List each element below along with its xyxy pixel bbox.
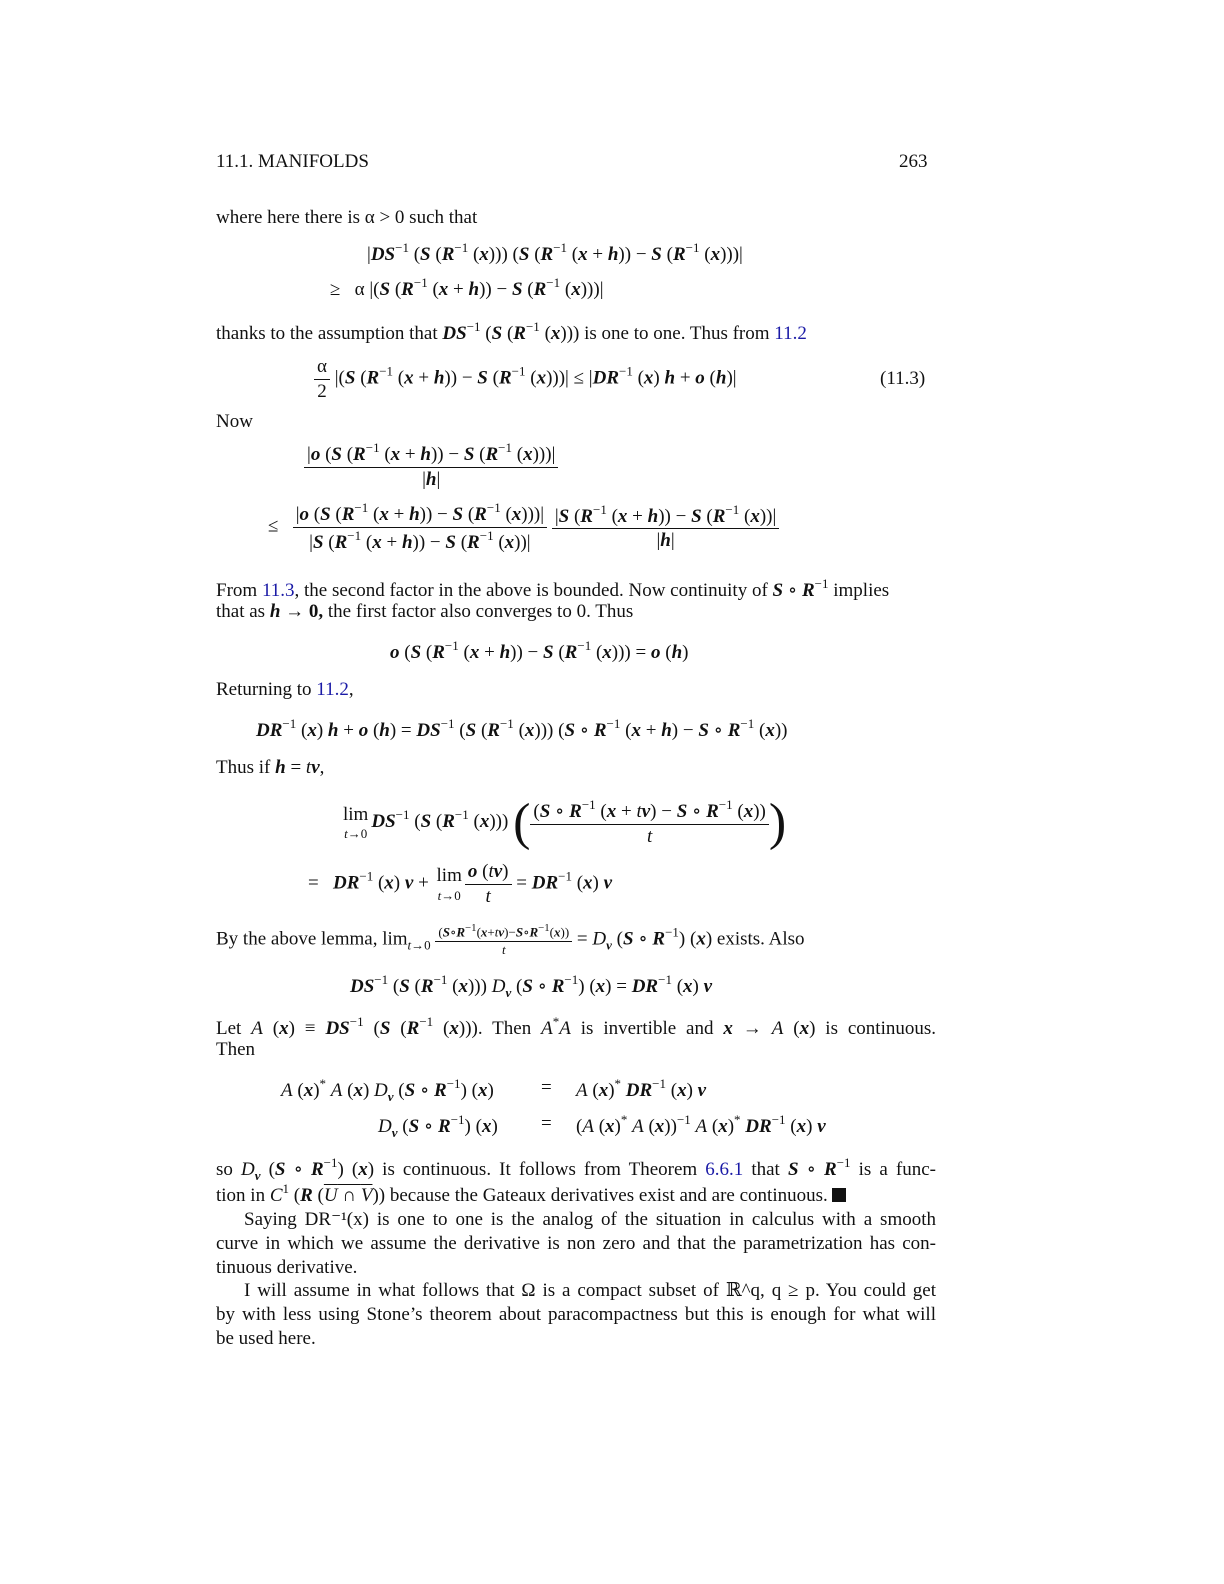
text-segment: that [743,1159,788,1180]
display-equation: A (x)* $DR^{-1}$ (x) v [576,1076,707,1101]
equals-sign: = [541,1113,552,1134]
text-line: by with less using Stone’s theorem about paracompactness but this is enough for what will [216,1304,936,1325]
text-line: I will assume in what follows that Ω is a compact subset of ℝ^q, q ≥ p. You could get [244,1280,936,1301]
text-line: so $D_v$ (S ∘ $R^{-1}$) (x) is continuous. It follows from Theorem 6.6.1 that S ∘ $R^{-1}$ is a func- [216,1155,936,1183]
reference-link[interactable]: 11.2 [774,323,807,344]
text-line: thanks to the assumption that $DS^{-1}$ (S ($R^{-1}$ (x))) is one to one. Thus from 11.2 [216,319,807,344]
text-line: tion in $C^1$ (R (U ∩ V)) because the Gateaux derivatives exist and are continuous. [216,1181,936,1208]
text-line: By the above lemma, $\lim_{t\to 0}$ $\frac{(S\circ R^{-1}(x+tv)-S\circ R^{-1}(x))}{t}$ = $D_v$ (S ∘ $R^{-1}$) (x) exists. Also [216,922,805,957]
text-line: curve in which we assume the derivative is non zero and that the parametrization has con- [216,1233,936,1254]
text-segment: , [348,679,354,700]
display-equation: $\frac{\alpha}{2}$ |(S ($R^{-1}$ (x + h)) − S ($R^{-1}$ $(x)))| \le |DR^{-1}$ (x) h + o (h)| [314,355,737,404]
text-segment: tion in [216,1185,270,1206]
text-segment: By the above lemma, lim [216,928,408,950]
text-segment: exists. Also [712,928,805,950]
equation-number: (11.3) [880,368,926,389]
text-line: that as h → 0, the first factor also converges to 0. Thus [216,601,634,622]
text-line [216,678,936,702]
text-segment: is one to one. Thus from [579,323,775,344]
equals-sign: = [541,1077,552,1098]
limit-operator: lim t→0 [343,803,369,842]
text-segment: thanks to the assumption that [216,323,443,344]
display-equation: $|DS^{-1}$ (S ($R^{-1}$ (x))) (S ($R^{-1}$ (x + h)) − S ($R^{-1}$ (x)))| [367,240,743,265]
text-line: From 11.3, the second factor in the above is bounded. Now continuity of S ∘ $R^{-1}$ implies [216,576,890,601]
text-segment: the first factor also converges to 0. Thus [323,601,634,622]
text-segment: Let [216,1018,252,1039]
text-segment: is continuous. It follows from Theorem [374,1159,706,1180]
qed-square [832,1188,846,1202]
display-equation: lim t→0 $DS^{-1}$ (S ($R^{-1}$ (x))) ( $\frac{(S \circ R^{-1} (x + tv) - S \circ R^{-1} (x))}{t}$ ) [340,790,786,855]
limit-operator: lim t→0 [436,865,462,903]
reference-link[interactable]: 11.2 [316,679,349,700]
text-line: where here there is α > 0 such that [216,207,478,228]
text-line: tinuous derivative. [216,1257,358,1278]
text-segment: is continuous. [815,1018,937,1039]
text-line: Now [216,411,253,432]
fraction: $\frac{|o (S (R^{-1} (x + h)) - S (R^{-1} (x)))|}{|S (R^{-1} (x + h)) - S (R^{-1} (x))|}$ [293,500,547,555]
display-equation: $DR^{-1}$ (x) h + o $(h) = DS^{-1}$ (S ($R^{-1}$ (x))) (S ∘ $R^{-1}$ (x + h) − S ∘ $R^{-1}$ (x)) [256,716,788,741]
reference-link[interactable]: 6.6.1 [705,1159,744,1180]
display-equation: A (x)* A (x) $D_v$ (S ∘ $R^{-1}$) (x) [281,1076,494,1104]
display-equation: $DS^{-1}$ (S ($R^{-1}$ (x))) $D_v$ (S ∘ $R^{-1}$) $(x) = DR^{-1}$ (x) v [350,972,713,1000]
fraction: $\frac{\alpha}{2}$ [314,355,330,404]
text-segment: is a func- [850,1159,936,1180]
display-equation: = $DR^{-1}$ (x) v + lim t→0 $\frac{o (tv)}{t}$ = $DR^{-1}$ (x) v [308,861,613,907]
display-equation: $D_v$ (S ∘ $R^{-1}$) (x) [378,1112,498,1140]
display-equation: ≥ α |(S ($R^{-1}$ (x + h)) − S ($R^{-1}$ (x)))| [330,275,604,300]
fraction: $\frac{|S (R^{-1} (x + h)) - S (R^{-1} (x))|}{|h|}$ [552,502,779,554]
text-segment: so [216,1159,241,1180]
text-line: Let A $(x) \equiv DS^{-1}$ (S ($R^{-1}$ (x))). Then A*A is invertible and x → A (x) is continuous. [216,1014,937,1039]
text-line: be used here. [216,1328,316,1349]
display-equation: o (S ($R^{-1}$ (x + h)) − S ($R^{-1}$ (x))) = o (h) [390,638,689,663]
text-line: Saying DR⁻¹(x) is one to one is the analog of the situation in calculus with a smooth [244,1209,936,1230]
text-segment: is invertible and [570,1018,724,1039]
text-segment: that as [216,601,270,622]
display-equation: ≤ $\frac{|o (S (R^{-1} (x + h)) - S (R^{-1} (x)))|}{|S (R^{-1} (x + h)) - S (R^{-1} (x))|}$ $\frac{|S (R^{-1} (x + h)) - S (R^{-1} (x))|}{|h|}$ [268,500,779,555]
text-line: Then [216,1039,256,1060]
text-line: Thus if h = tv, [216,757,325,778]
text-segment: Returning to [216,679,317,700]
fraction: $\frac{(S \circ R^{-1} (x + tv) - S \circ R^{-1} (x))}{t}$ [530,797,769,849]
fraction: $\frac{(S\circ R^{-1}(x+tv)-S\circ R^{-1}(x))}{t}$ [435,922,572,958]
fraction: $\frac{o (tv)}{t}$ [465,860,512,909]
running-header-section: 11.1. MANIFOLDS [216,151,369,172]
page-number: 263 [899,151,928,172]
fraction: $\frac{|o (S (R^{-1} (x + h)) - S (R^{-1} (x)))|}{|h|}$ [304,440,558,492]
text-segment: because the Gateaux derivatives exist and are continuous. [385,1185,828,1206]
reference-link[interactable]: 11.3 [261,580,295,601]
text-segment: , the second factor in the above is bounded. Now continuity of [294,580,773,601]
text-segment: Thus if [216,757,276,778]
text-segment: From [216,580,262,601]
text-segment: implies [828,580,890,601]
text-segment: . Then [477,1018,542,1039]
display-equation: (A (x)* A (x))$^{-1}$ A (x)* $DR^{-1}$ (x) v [576,1112,826,1137]
display-equation [304,440,558,492]
